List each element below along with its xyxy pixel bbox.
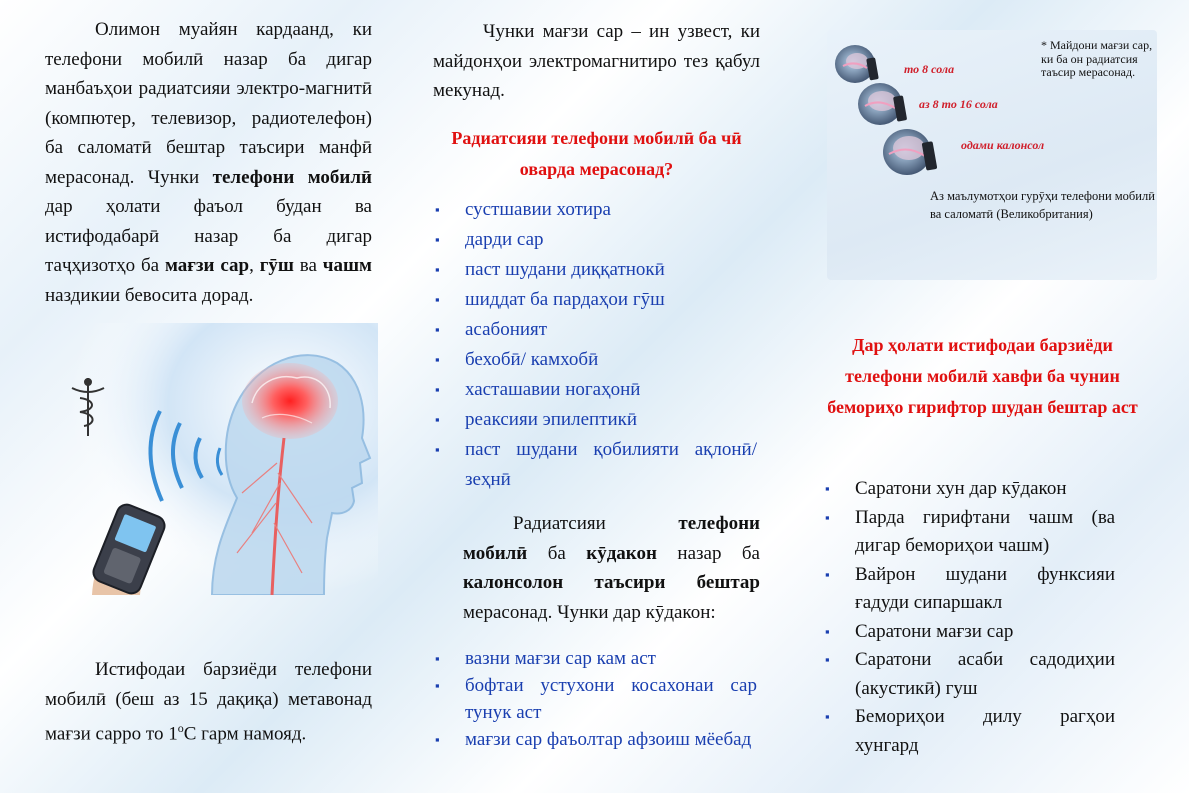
age-label-under-8: то 8 сола	[904, 62, 955, 76]
paragraph-text: ,	[249, 255, 260, 276]
bullet-icon: ▪	[435, 678, 440, 693]
age-label-adult: одами калонсол	[961, 138, 1045, 152]
diseases-heading: Дар ҳолати истифодаи барзиёди телефони мобилӣ хавфи ба чунин бемориҳо гирифтор шудан бештар аст	[827, 335, 1138, 417]
emphasis-text: чашм	[322, 255, 372, 276]
bullet-icon: ▪	[435, 292, 440, 307]
bullet-icon: ▪	[435, 412, 440, 427]
list-item	[825, 475, 1115, 504]
emphasis-text: гӯш	[259, 255, 294, 276]
bullet-icon: ▪	[435, 651, 440, 666]
list-item-text: шиддат ба пардаҳои гӯш	[465, 289, 665, 310]
list-item-text: сустшавии хотира	[465, 199, 611, 220]
bullet-icon: ▪	[825, 509, 830, 525]
list-item	[825, 703, 1115, 760]
intro-paragraph	[45, 15, 372, 310]
list-item-text: паст шудани диққатнокӣ	[465, 259, 665, 280]
list-item-text: бехобӣ/ камхобӣ	[465, 349, 599, 370]
list-item	[435, 405, 757, 435]
list-item	[825, 504, 1115, 561]
list-item	[825, 646, 1115, 703]
infographic-note: * Майдони мағзи сар, ки ба он радиатсия таъсир мерасонад.	[1041, 38, 1153, 79]
bullet-icon: ▪	[435, 732, 440, 747]
age-label-8-16: аз 8 то 16 сола	[919, 97, 998, 111]
list-item-text: Саратони асаби садодиҳии (акустикӣ) гуш	[855, 649, 1115, 699]
paragraph-text: дар ҳолати фаъол будан ва истифодабарӣ назар ба дигар таҷҳизотҳо ба	[45, 196, 372, 276]
list-item	[435, 315, 757, 345]
list-item	[435, 255, 757, 285]
list-item	[435, 285, 757, 315]
heating-paragraph: Истифодаи барзиёди телефони мобилӣ (беш аз 15 дақиқа) метавонад мағзи сарро то $1^оС$ гарм намояд.	[45, 659, 372, 745]
list-item	[435, 726, 757, 753]
list-item	[435, 672, 757, 726]
list-item-text: асабоният	[465, 319, 548, 340]
bullet-icon: ▪	[435, 202, 440, 217]
paragraph-text: Радиатсияи	[513, 513, 679, 534]
paragraph-text: ба	[527, 542, 587, 564]
paragraph-text: Олимон муайян кардаанд, ки телефони мобилӣ назар ба дигар манбаъҳои радиатсияи электро-магнитӣ (компютер, телевизор, радиотелефон) ба саломатӣ бештар таъсири манфӣ мерасонад. Чунки	[45, 19, 372, 188]
list-item-text: хасташавии ногаҳонӣ	[465, 379, 641, 400]
bullet-icon: ▪	[435, 382, 440, 397]
paragraph-text: мерасонад. Чунки дар кӯдакон:	[463, 601, 716, 623]
list-item-text: дарди сар	[465, 229, 544, 250]
list-item	[435, 645, 757, 672]
list-item-text: Парда гирифтани чашм (ва дигар бемориҳои чашм)	[855, 506, 1115, 556]
bullet-icon: ▪	[825, 709, 830, 724]
bullet-icon: ▪	[435, 442, 440, 457]
list-item-text: реаксияи эпилептикӣ	[465, 409, 638, 430]
head-radiation-image	[62, 323, 378, 595]
list-item-text: Бемориҳои дилу рагҳои хунгард	[855, 706, 1115, 756]
radiation-illustration	[62, 323, 378, 595]
list-item	[435, 195, 757, 225]
list-item	[825, 618, 1115, 647]
bullet-icon: ▪	[435, 322, 440, 337]
effects-heading: Радиатсияи телефони мобилӣ ба чӣ оварда мерасонад?	[451, 128, 742, 179]
bullet-icon: ▪	[825, 566, 830, 582]
list-item	[435, 375, 757, 405]
bullet-icon: ▪	[825, 623, 830, 639]
list-item	[825, 561, 1115, 618]
list-item-text: Саратони мағзи сар	[855, 620, 1014, 642]
list-item-text: Вайрон шудани функсияи ғадуди сипаршакл	[855, 563, 1115, 613]
paragraph-text: ва	[293, 255, 323, 276]
list-item-text: вазни мағзи сар кам аст	[465, 648, 656, 669]
paragraph-text: наздикии бевосита дорад.	[45, 284, 254, 306]
list-item-text: мағзи сар фаъолтар афзоиш мёебад	[465, 729, 752, 750]
list-item	[435, 435, 757, 495]
children-list	[435, 645, 757, 753]
list-item-text: паст шудани қобилияти ақлонӣ/зеҳнӣ	[465, 439, 757, 490]
bullet-icon: ▪	[435, 352, 440, 367]
infographic-source: Аз маълумотҳои гурӯҳи телефони мобилӣ ва саломатӣ (Великобритания)	[930, 189, 1155, 221]
brain-intro-paragraph: Чунки мағзи сар – ин узвест, ки майдонҳои электромагнитиро тез қабул мекунад.	[433, 21, 760, 101]
degree-sign: о	[177, 721, 184, 735]
list-item	[435, 225, 757, 255]
age-radiation-infographic	[827, 30, 1157, 280]
diseases-list	[825, 475, 1115, 760]
list-item-text: Саратони хун дар кӯдакон	[855, 478, 1067, 499]
emphasis-text: кӯдакон	[586, 542, 657, 564]
emphasis-text: телефони мобилӣ	[212, 166, 372, 188]
bullet-icon: ▪	[435, 232, 440, 247]
bullet-icon: ▪	[825, 481, 830, 496]
bullet-icon: ▪	[825, 652, 830, 667]
emphasis-text: телефони мобилӣ	[463, 513, 760, 564]
list-item-text: бофтаи устухони косахонаи сар тунук аст	[465, 675, 757, 723]
list-item	[435, 345, 757, 375]
paragraph-text: назар ба	[656, 542, 760, 564]
children-paragraph	[463, 509, 760, 627]
bullet-icon: ▪	[435, 262, 440, 277]
effects-list	[435, 195, 757, 495]
emphasis-text: мағзи сар	[164, 255, 250, 276]
emphasis-text: калонсолон таъсири бештар	[463, 572, 760, 593]
